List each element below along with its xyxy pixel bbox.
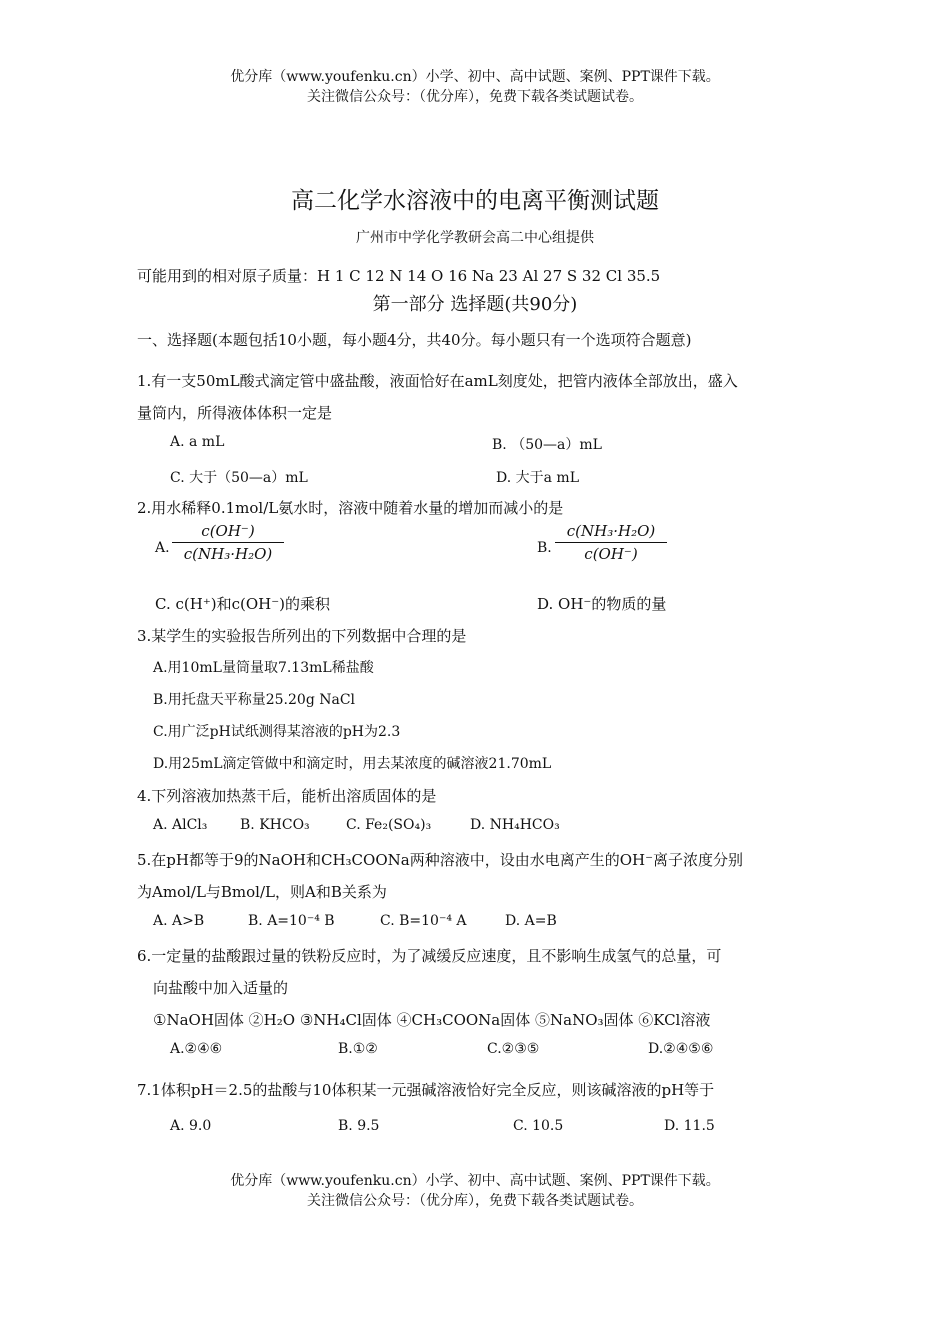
q2-option-b-fraction [555, 522, 667, 563]
q4-option-b: B. KHCO₃ [240, 817, 310, 833]
q2-a-denominator: c(NH₃·H₂O) [183, 545, 273, 563]
q1-stem-line2: 量筒内，所得液体体积一定是 [137, 404, 333, 422]
header-line-2: 关注微信公众号：（优分库），免费下载各类试题试卷。 [307, 89, 643, 105]
q1-option-b: B. （50—a）mL [492, 437, 602, 453]
q7-option-b: B. 9.5 [338, 1118, 380, 1134]
q6-stem-line1: 6.一定量的盐酸跟过量的铁粉反应时，为了减缓反应速度，且不影响生成氢气的总量，可 [137, 947, 722, 965]
q7-stem: 7.1体积pH＝2.5的盐酸与10体积某一元强碱溶液恰好完全反应，则该碱溶液的pH等于 [137, 1081, 715, 1099]
q7-option-a: A. 9.0 [170, 1118, 212, 1134]
q3-option-d: D.用25mL滴定管做中和滴定时，用去某浓度的碱溶液21.70mL [153, 756, 552, 772]
q7-option-c: C. 10.5 [513, 1118, 564, 1134]
q5-option-d: D. A=B [505, 913, 557, 929]
page-subtitle: 广州市中学化学教研会高二中心组提供 [356, 230, 594, 246]
q6-items: ①NaOH固体 ②H₂O ③NH₄Cl固体 ④CH₃COONa固体 ⑤NaNO₃固体 ⑥KCl溶液 [153, 1011, 711, 1029]
q4-option-c: C. Fe₂(SO₄)₃ [346, 817, 432, 833]
q1-option-d: D. 大于a mL [496, 470, 579, 486]
header-line-1: 优分库（www.youfenku.cn）小学、初中、高中试题、案例、PPT课件下载。 [230, 69, 720, 85]
q2-option-a-label: A. [155, 540, 170, 556]
q2-b-denominator: c(OH⁻) [584, 545, 638, 563]
q1-option-c: C. 大于（50—a）mL [170, 470, 308, 486]
page-title: 高二化学水溶液中的电离平衡测试题 [291, 188, 659, 214]
q2-option-c: C. c(H⁺)和c(OH⁻)的乘积 [155, 595, 330, 613]
q4-option-a: A. AlCl₃ [153, 817, 208, 833]
q2-b-fraction-bar [555, 542, 667, 543]
atomic-masses: 可能用到的相对原子质量：H 1 C 12 N 14 O 16 Na 23 Al 27 S 32 Cl 35.5 [137, 267, 661, 285]
section-heading: 一、选择题(本题包括10小题，每小题4分，共40分。每小题只有一个选项符合题意) [137, 331, 692, 349]
footer-line-2: 关注微信公众号：（优分库），免费下载各类试题试卷。 [307, 1193, 643, 1209]
q2-b-numerator: c(NH₃·H₂O) [566, 522, 656, 540]
q5-option-c: C. B=10⁻⁴ A [380, 913, 467, 929]
q5-stem-line1: 5.在pH都等于9的NaOH和CH₃COONa两种溶液中，设由水电离产生的OH⁻离子浓度分别 [137, 851, 743, 869]
q4-option-d: D. NH₄HCO₃ [470, 817, 560, 833]
q6-option-b: B.①② [338, 1041, 378, 1057]
q5-stem-line2: 为Amol/L与Bmol/L，则A和B关系为 [137, 883, 387, 901]
q3-option-a: A.用10mL量筒量取7.13mL稀盐酸 [153, 660, 374, 676]
footer-line-1: 优分库（www.youfenku.cn）小学、初中、高中试题、案例、PPT课件下载。 [230, 1173, 720, 1189]
q4-stem: 4.下列溶液加热蒸干后，能析出溶质固体的是 [137, 787, 437, 805]
q2-a-fraction-bar [172, 542, 284, 543]
q5-option-a: A. A>B [153, 913, 205, 929]
q6-option-c: C.②③⑤ [487, 1041, 540, 1057]
part-title: 第一部分 选择题(共90分) [372, 294, 578, 315]
q2-option-b-label: B. [537, 540, 552, 556]
q6-stem-line2: 向盐酸中加入适量的 [153, 979, 289, 997]
q7-option-d: D. 11.5 [664, 1118, 715, 1134]
q6-option-a: A.②④⑥ [170, 1041, 223, 1057]
q3-option-b: B.用托盘天平称量25.20g NaCl [153, 692, 356, 708]
q2-stem: 2.用水稀释0.1mol/L氨水时，溶液中随着水量的增加而减小的是 [137, 499, 564, 517]
q3-option-c: C.用广泛pH试纸测得某溶液的pH为2.3 [153, 724, 401, 740]
q5-option-b: B. A=10⁻⁴ B [248, 913, 335, 929]
q3-stem: 3.某学生的实验报告所列出的下列数据中合理的是 [137, 627, 467, 645]
q2-option-a-fraction [172, 522, 284, 563]
q2-a-numerator: c(OH⁻) [201, 522, 255, 540]
q2-option-d: D. OH⁻的物质的量 [537, 595, 667, 613]
q1-stem-line1: 1.有一支50mL酸式滴定管中盛盐酸，液面恰好在amL刻度处，把管内液体全部放出，盛入 [137, 372, 738, 390]
q1-option-a: A. a mL [170, 434, 225, 450]
q6-option-d: D.②④⑤⑥ [648, 1041, 714, 1057]
